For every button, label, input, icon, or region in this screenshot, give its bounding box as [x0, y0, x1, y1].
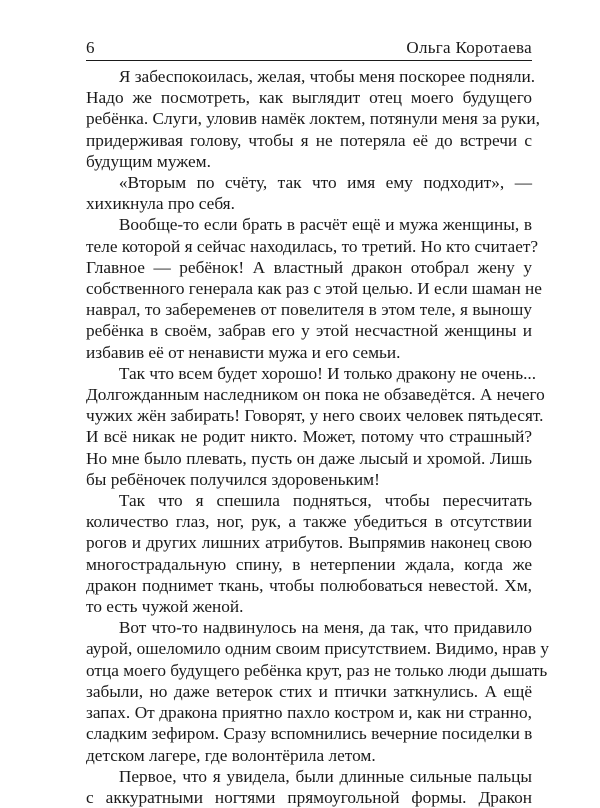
text-line: бы ребёночек получился здоровеньким!	[86, 469, 380, 489]
text-line: запах. От дракона приятно пахло костром и, как ни странно,	[86, 703, 532, 723]
text-line: количество глаз, ног, рук, а также убедиться в отсутствии	[86, 512, 532, 532]
text-line: то есть чужой женой.	[86, 597, 244, 617]
text-line: забыли, но даже ветерок стих и птички заткнулись. А ещё	[86, 681, 532, 701]
text-line: избавив её от ненависти мужа и его семьи.	[86, 342, 401, 362]
text-line: ребёнка в своём, забрав его у этой несчастной женщины и	[86, 321, 532, 341]
text-line: Так что всем будет хорошо! И только дракону не очень...	[118, 363, 537, 383]
text-line: чужих жён забирать! Говорят, у него своих человек пятьдесят.	[86, 406, 544, 426]
paragraph	[86, 172, 532, 214]
author-name: Ольга Коротаева	[406, 38, 532, 57]
text-line: Вот что-то надвинулось на меня, да так, что придавило	[118, 618, 532, 638]
text-line: рогов и других лишних атрибутов. Выпрямив наконец свою	[86, 533, 532, 553]
paragraph	[86, 617, 550, 765]
page-number: 6	[86, 38, 95, 57]
paragraph	[86, 363, 545, 490]
text-line: Так что я спешила подняться, чтобы пересчитать	[118, 491, 532, 511]
text-line: собственного генерала как раз с этой целью. И если шаман не	[86, 279, 542, 299]
text-line: теле которой я сейчас находилась, то третий. Но кто считает?	[86, 236, 539, 256]
body-text	[86, 66, 550, 808]
paragraph	[86, 66, 540, 172]
text-line: многострадальную спину, в нетерпении ждала, когда же	[86, 554, 532, 574]
text-line: дракон поднимет ткань, чтобы полюбоваться невестой. Хм,	[86, 575, 532, 595]
text-line: И всё никак не родит никто. Может, потому что страшный?	[86, 427, 532, 447]
text-line: наврал, то забеременев от повелителя в этом теле, я выношу	[86, 300, 532, 320]
text-line: придерживая голову, чтобы я не потеряла её до встречи с	[86, 130, 532, 150]
text-line: детском лагере, где волонтёрила летом.	[86, 745, 376, 765]
text-line: Я забеспокоилась, желая, чтобы меня поскорее подняли.	[118, 67, 536, 86]
text-line: Надо же посмотреть, как выглядит отец моего будущего	[86, 88, 532, 108]
text-line: сладким зефиром. Сразу вспомнились вечерние посиделки в	[86, 724, 533, 744]
text-line: Первое, что я увидела, были длинные сильные пальцы	[118, 766, 532, 786]
text-line: «Вторым по счёту, так что имя ему подходит», —	[118, 173, 532, 193]
text-line: отца моего будущего ребёнка крут, раз не только люди дышать	[86, 660, 548, 680]
text-line: с аккуратными ногтями прямоугольной формы. Дракон	[86, 787, 532, 807]
running-head	[86, 37, 532, 59]
text-line: хихикнула про себя.	[86, 194, 235, 214]
text-line: Вообще-то если брать в расчёт ещё и мужа женщины, в	[118, 215, 532, 235]
text-line: аурой, ошеломило одним своим присутствием. Видимо, нрав у	[86, 639, 550, 659]
text-line: Главное — ребёнок! А властный дракон отобрал жену у	[86, 257, 532, 277]
paragraph	[86, 214, 542, 362]
paragraph	[86, 490, 532, 617]
text-line: ребёнка. Слуги, уловив намёк локтем, потянули меня за руки,	[86, 109, 540, 129]
header-rule	[86, 60, 532, 61]
paragraph	[86, 766, 532, 808]
text-line: будущим мужем.	[86, 151, 211, 171]
text-line: Долгожданным наследником он пока не обзаведётся. А нечего	[86, 385, 545, 405]
text-line: Но мне было плевать, пусть он даже лысый и хромой. Лишь	[86, 448, 532, 468]
